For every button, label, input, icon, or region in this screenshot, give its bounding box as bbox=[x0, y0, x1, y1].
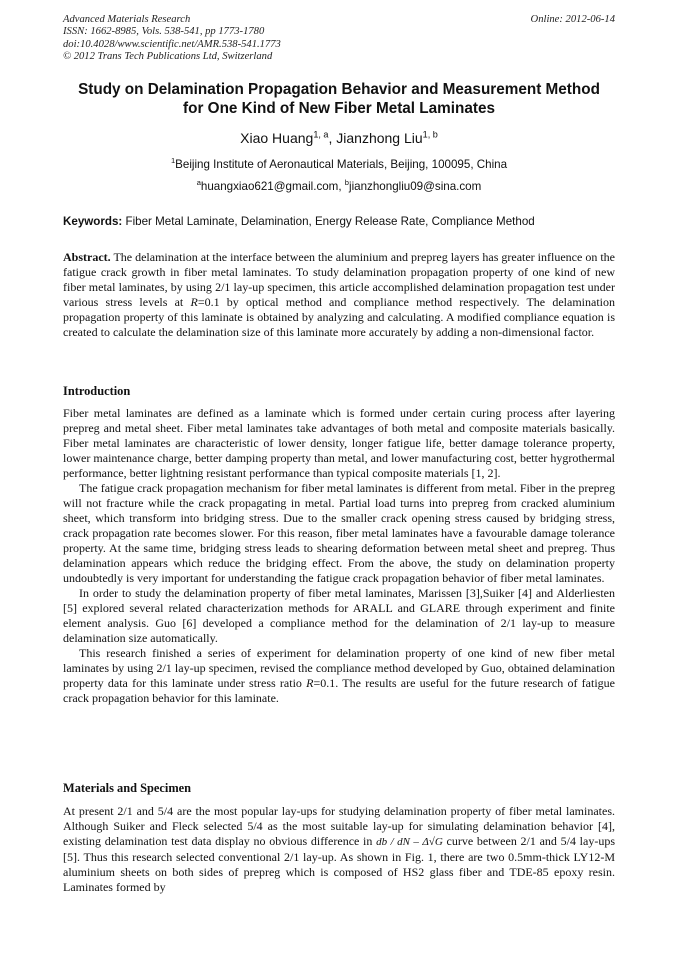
journal-name: Advanced Materials Research bbox=[63, 14, 191, 25]
title-line-2: for One Kind of New Fiber Metal Laminates bbox=[183, 100, 495, 117]
online-date: Online: 2012-06-14 bbox=[530, 14, 615, 25]
intro-p4-text-b: =0.1. The results are useful for the future research of fatigue crack propagation behavior for this laminate. bbox=[63, 676, 615, 705]
materials-heading: Materials and Specimen bbox=[63, 781, 192, 795]
affiliation-text: Beijing Institute of Aeronautical Materials, Beijing, 100095, China bbox=[175, 158, 508, 171]
affiliation bbox=[50, 158, 628, 172]
abstract-r-symbol: R bbox=[190, 295, 198, 309]
abstract bbox=[63, 250, 615, 340]
author-1: Xiao Huang bbox=[240, 130, 314, 146]
intro-paragraph-4 bbox=[63, 646, 615, 706]
email-a: huangxiao621@gmail.com bbox=[200, 180, 339, 193]
intro-paragraph-1: Fiber metal laminates are defined as a laminate which is formed under certain curing process after layering prepreg and metal sheet. Fiber metal laminates take advantages of both metal and composite materials basically. Fiber metal laminates are characteristic of lower density, longer fatigue life, better damage tolerance property, lower maintenance charge, better damping property than metal, and lower manufacturing cost, better hygrothermal performance, better lightning resistant performance than typical composite materials [1, 2]. bbox=[63, 406, 615, 480]
intro-paragraph-2: The fatigue crack propagation mechanism for fiber metal laminates is different from metal. Fiber in the prepreg will not fracture while the crack propagating in metal. Partial load turns into prepreg from cracked aluminium sheet, which transform into bridging stress. Due to the smaller crack opening stress caused by bridging stress, crack propagation rate becomes slower. For this reason, fiber metal laminates have a favourable damage tolerance property. At the same time, bridging stress leads to shearing deformation between metal sheet and prepreg. Thus delamination appears which reduce the bridging effect. From the above, the study on delamination property undoubtedly is very important for understanding the fatigue crack propagation behavior of fiber metal laminates. bbox=[63, 481, 615, 585]
introduction-heading: Introduction bbox=[63, 384, 131, 398]
abstract-text-b: =0.1 by optical method and compliance method respectively. The delamination propagation property of this laminate is obtained by analyzing and calculating. A modified compliance equation is created to calculate the delamination size of this laminate more accurately by adding a non-dimensional factor. bbox=[63, 295, 615, 339]
author-list bbox=[50, 129, 628, 147]
abstract-label: Abstract. bbox=[63, 250, 111, 264]
materials-text-a: At present 2/1 and 5/4 are the most popular lay-ups for studying delamination property of fiber metal laminates. Although Suiker and Fleck selected 5/4 as the most suitable lay-up for simulating delamination behavior [4], existing delamination test data display no obvious difference in bbox=[63, 804, 615, 848]
issn-line: ISSN: 1662-8985, Vols. 538-541, pp 1773-1780 bbox=[63, 26, 265, 38]
email-a-marker: a bbox=[196, 178, 201, 188]
author-separator: , bbox=[328, 130, 337, 146]
db-dn-math: db / dN – Δ√G bbox=[376, 836, 443, 848]
keywords-label: Keywords: bbox=[63, 215, 123, 228]
keywords bbox=[63, 214, 615, 229]
affiliation-marker: 1 bbox=[170, 156, 176, 166]
author-2-affil: 1, b bbox=[422, 129, 438, 140]
intro-p4-text-a: This research finished a series of experiment for delamination property of one kind of new fiber metal laminates by using 2/1 lay-up specimen, revised the compliance method developed by Guo, obtained delamination property data for this laminate under stress ratio bbox=[63, 646, 615, 690]
keywords-text: Fiber Metal Laminate, Delamination, Energy Release Rate, Compliance Method bbox=[122, 215, 535, 228]
author-1-affil: 1, a bbox=[313, 129, 329, 140]
paper-title bbox=[50, 80, 628, 118]
author-2: Jianzhong Liu bbox=[336, 130, 423, 146]
email-separator: , bbox=[338, 180, 345, 193]
materials-text-b: curve between 2/1 and 5/4 lay-ups [5]. Thus this research selected conventional 2/1 lay-up. As shown in Fig. 1, there are two 0.5mm-thick LY12-M aluminium sheets on both sides of prepreg which is composed of HS2 glass fiber and TDE-85 epoxy resin. Laminates formed by bbox=[63, 834, 615, 894]
journal-header bbox=[63, 14, 615, 64]
introduction-section bbox=[63, 406, 615, 706]
title-line-1: Study on Delamination Propagation Behavior and Measurement Method bbox=[78, 81, 600, 98]
email-b-marker: b bbox=[344, 178, 349, 188]
copyright-line: © 2012 Trans Tech Publications Ltd, Switzerland bbox=[63, 51, 273, 63]
doi-line: doi:10.4028/www.scientific.net/AMR.538-541.1773 bbox=[63, 38, 281, 50]
materials-section bbox=[63, 804, 615, 895]
author-emails bbox=[50, 180, 628, 194]
intro-paragraph-3: In order to study the delamination property of fiber metal laminates, Marissen [3],Suiker [4] and Alderliesten [5] explored several related characterization methods for ARALL and GLARE through experiment and finite element analysis. Guo [6] developed a compliance method for the delamination of 2/1 lay-up to measure delamination size automatically. bbox=[63, 586, 615, 645]
abstract-text-a: The delamination at the interface between the aluminium and prepreg layers has greater influence on the fatigue crack growth in fiber metal laminates. To study delamination propagation property of one kind of new fiber metal laminates, by using 2/1 lay-up specimen, this article accomplished delamination propagation test under various stress levels at bbox=[63, 250, 615, 309]
materials-paragraph bbox=[63, 804, 615, 895]
email-b: jianzhongliu09@sina.com bbox=[349, 180, 482, 193]
intro-p4-r-symbol: R bbox=[306, 676, 314, 690]
